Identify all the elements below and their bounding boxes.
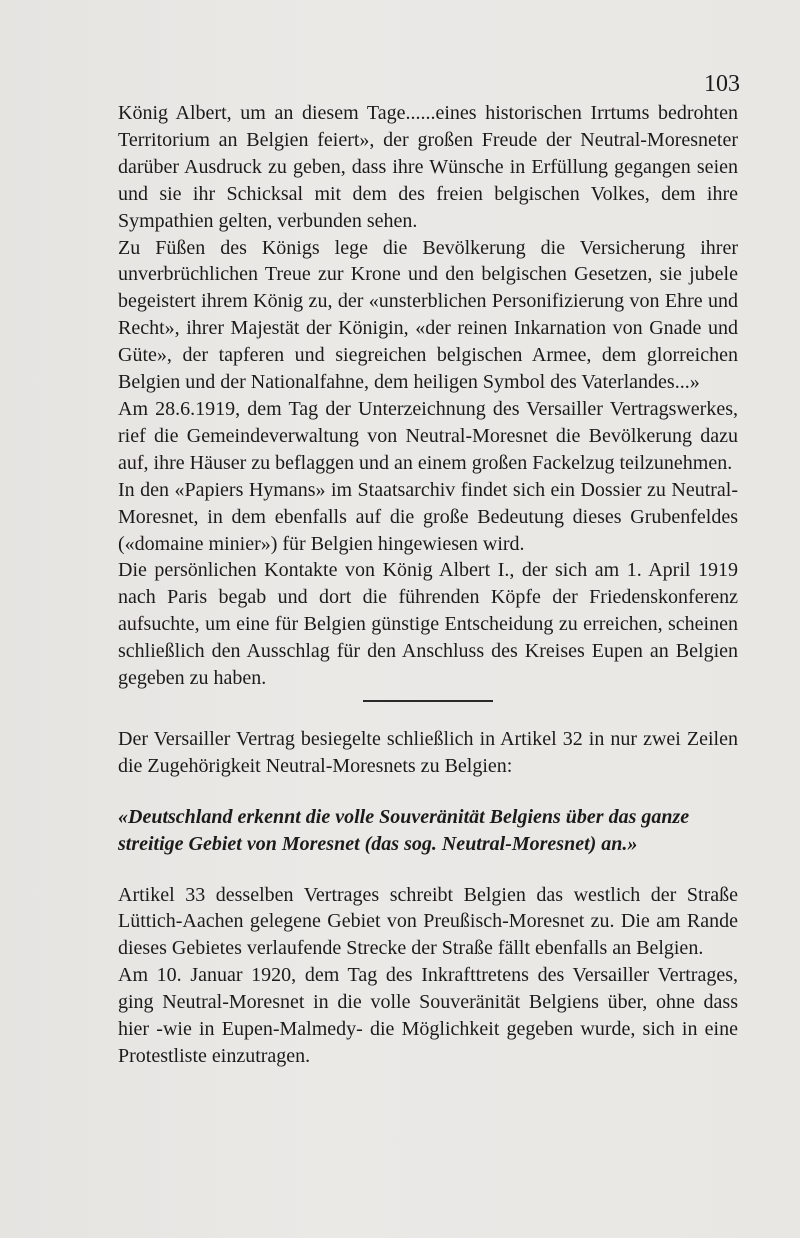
paragraph-3: Am 28.6.1919, dem Tag der Unterzeichnung des Versailler Vertragswerkes, rief die Gemeindeverwaltung von Neutral-Moresnet die Bevölkerung dazu auf, ihre Häuser zu beflaggen und an einem großen Fackelzug teilzunehmen. — [118, 397, 738, 474]
paragraph-2: Zu Füßen des Königs lege die Bevölkerung die Versicherung ihrer unverbrüchlichen Treue zur Krone und den belgischen Gesetzen, sie jubele begeistert ihrem König zu, der «unsterblichen Personifizierung von Ehre und Recht», ihrer Majestät der Königin, «der reinen Inkarnation von Gnade und Güte», der tapferen und siegreichen belgischen Armee, dem glorreichen Belgien und der Nationalfahne, dem heiligen Symbol des Vaterlandes...» — [118, 236, 738, 394]
paragraph-4: In den «Papiers Hymans» im Staatsarchiv findet sich ein Dossier zu Neutral-Moresnet, in dem ebenfalls auf die große Bedeutung dieses Grubenfeldes («domaine minier») für Belgien hingewiesen wird. — [118, 478, 738, 555]
page-body — [118, 100, 738, 1070]
paragraph-1: König Albert, um an diesem Tage......eines historischen Irrtums bedrohten Territorium an Belgien feiert», der großen Freude der Neutral-Moresneter darüber Ausdruck zu geben, dass ihre Wünsche in Erfüllung gegangen seien und sie ihr Schicksal mit dem des freien belgischen Volkes, dem ihre Sympathien gelten, verbunden sehen. — [118, 102, 738, 232]
paragraph-7: Artikel 33 desselben Vertrages schreibt Belgien das westlich der Straße Lüttich-Aachen gelegene Gebiet von Preußisch-Moresnet zu. Die am Rande dieses Gebietes verlaufende Strecke der Straße fällt ebenfalls an Belgien. — [118, 883, 738, 960]
page-number: 103 — [704, 71, 740, 97]
paragraph-5: Die persönlichen Kontakte von König Albert I., der sich am 1. April 1919 nach Paris begab und dort die führenden Köpfe der Friedenskonferenz aufsuchte, um eine für Belgien günstige Entscheidung zu erreichen, scheinen schließlich den Ausschlag für den Anschluss des Kreises Eupen an Belgien gegeben zu haben. — [118, 559, 738, 690]
treaty-quote: «Deutschland erkennt die volle Souveränität Belgiens über das ganze streitige Gebiet von Moresnet (das sog. Neutral-Moresnet) an.» — [118, 805, 690, 855]
paragraph-6: Der Versailler Vertrag besiegelte schließlich in Artikel 32 in nur zwei Zeilen die Zugehörigkeit Neutral-Moresnets zu Belgien: — [118, 727, 738, 777]
paragraph-8: Am 10. Januar 1920, dem Tag des Inkrafttretens des Versailler Vertrages, ging Neutral-Moresnet in die volle Souveränität Belgiens über, ohne dass hier -wie in Eupen-Malmedy- die Möglichkeit gegeben wurde, sich in eine Protestliste einzutragen. — [118, 964, 738, 1067]
section-divider — [363, 700, 493, 702]
